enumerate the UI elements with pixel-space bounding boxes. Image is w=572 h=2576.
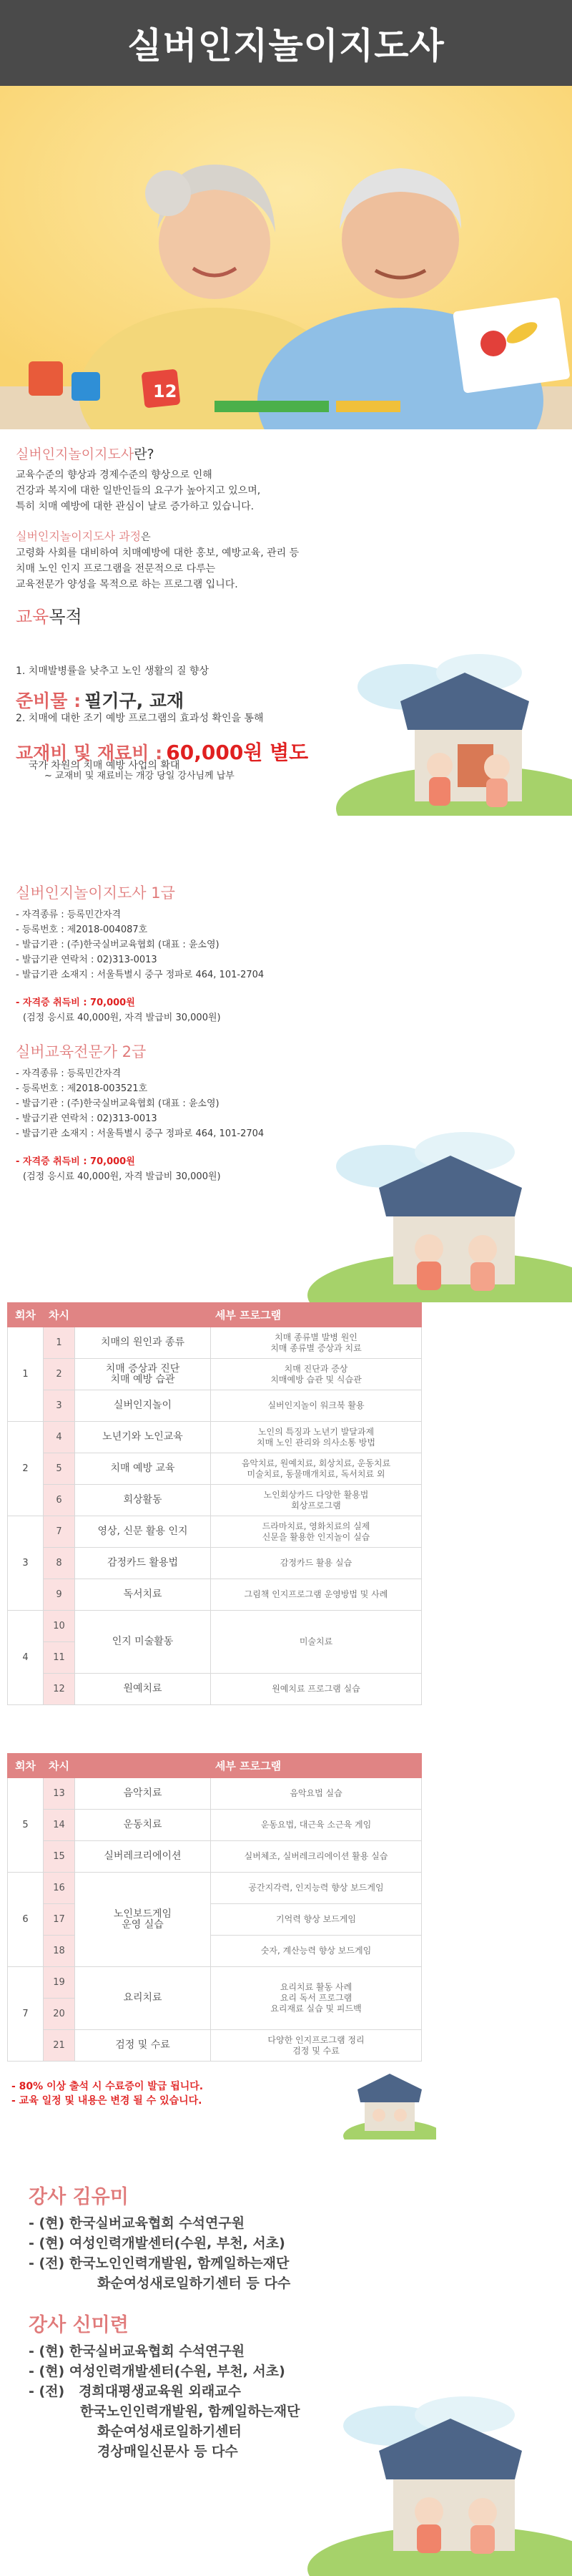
program-cell [75,1548,211,1579]
table-row [8,1485,422,1516]
fee-value: 60,000원 별도 [166,741,309,764]
cert1-title: 실버인지놀이지도사 1급 [16,884,175,902]
intro-line: 고령화 사회를 대비하여 치매예방에 대한 홍보, 예방교육, 관리 등 [16,547,300,559]
cert2-line: - 발급기관 소재지 : 서울특별시 중구 정파로 464, 101-2704 [16,1128,265,1139]
detail-cell [211,2030,422,2062]
program-cell [75,1841,211,1873]
cell-text: 운동치료 [123,1819,162,1830]
detail-cell [211,1810,422,1841]
cert1-section [16,882,445,1025]
table-body [8,1327,422,1705]
elderly-couple-illustration [286,1116,572,1302]
detail-cell [211,1936,422,1967]
fee-label: 교재비 및 재료비 : [16,743,163,763]
cell-text: 치매 종류별 증상과 치료 [270,1342,362,1353]
cell-text: 드라마치료, 영화치료의 실제 [262,1521,370,1531]
program-cell [75,1611,211,1674]
cell-text: 음악치료, 원예치료, 회상치료, 운동치료 [241,1458,391,1468]
cell-text: 치매 진단과 증상 [284,1363,348,1374]
order-cell: 9 [44,1579,75,1611]
header-detail: 세부 프로그램 [75,1754,422,1778]
cell-text: 숫자, 계산능력 향상 보드게임 [260,1946,372,1956]
order-cell: 2 [44,1359,75,1390]
intro-line: 교육전문가 양성을 목적으로 하는 프로그램 입니다. [16,579,238,590]
table-row [8,1967,422,1999]
purpose-title-a: 교육 [16,607,49,627]
program-cell [75,1873,211,1967]
cell-text: 노년기와 노인교육 [102,1431,183,1443]
program-cell [75,2030,211,2062]
cell-text: 다양한 인지프로그램 정리 [267,2034,365,2045]
cell-text: 치매 종류별 발병 원인 [275,1332,358,1342]
hero-image [0,86,572,429]
cell-text: 치매예방 습관 및 식습관 [270,1374,362,1385]
table-row [8,1841,422,1873]
detail-cell [211,1967,422,2030]
session-cell: 2 [8,1422,44,1516]
order-cell: 20 [44,1999,75,2030]
order-cell: 7 [44,1516,75,1548]
session-cell: 4 [8,1611,44,1705]
purpose-item: 1. 치매발병률을 낮추고 노인 생활의 질 향상 [16,665,209,677]
instructor-block [29,2181,429,2293]
table-header-row [8,1754,422,1778]
intro-para-1 [16,467,388,514]
cell-text: 노인의 특징과 노년기 발달과제 [257,1426,375,1437]
detail-cell [211,1422,422,1453]
instructor-career-line: - (전) 한국노인인력개발원, 함께일하는재단 [29,2255,290,2271]
program-cell [75,1359,211,1390]
order-cell: 1 [44,1327,75,1359]
order-cell: 3 [44,1390,75,1422]
cell-text: 회상프로그램 [291,1500,341,1511]
cell-text: 치매 증상과 진단 [105,1362,180,1375]
cert1-line: - 발급기관 연락처 : 02)313-0013 [16,955,157,965]
header-order: 차시 [44,1754,75,1778]
intro-heading [16,444,388,463]
detail-cell [211,1548,422,1579]
order-cell: 6 [44,1485,75,1516]
order-cell: 17 [44,1904,75,1936]
cell-text: 감정카드 활용법 [107,1557,179,1568]
table-body [8,1778,422,2062]
intro-title: 실버인지놀이지도사 [16,447,134,462]
order-cell: 19 [44,1967,75,1999]
materials-value: 필기구, 교재 [84,691,184,711]
instructor-career-line: 화순여성새로일하기센터 등 다수 [97,2275,291,2291]
detail-cell [211,1674,422,1705]
intro-title-suffix: 란? [134,447,154,462]
program-cell [75,1422,211,1453]
course-title: 실버인지놀이지도사 과정 [16,530,142,543]
detail-cell [211,1327,422,1359]
instructor-career-line: - (현) 여성인력개발센터(수원, 부천, 서초) [29,2363,285,2379]
detail-cell [211,1485,422,1516]
program-cell [75,1516,211,1548]
instructor-career-line: - (현) 한국실버교육협회 수석연구원 [29,2343,245,2359]
cert1-price-detail: (검정 응시료 40,000원, 자격 발급비 30,000원) [23,1013,221,1023]
session-cell: 3 [8,1516,44,1611]
note-line: - 80% 이상 출석 시 수료증이 발급 됩니다. [11,2081,204,2092]
cell-text: 치매의 원인과 종류 [100,1337,185,1348]
intro-section [16,444,388,592]
table-row [8,1359,422,1390]
cell-text: 검정 및 수료 [292,2045,340,2056]
page-header [0,0,572,86]
intro-line: 교육수준의 향상과 경제수준의 향상으로 인해 [16,469,212,481]
header-session: 회차 [8,1754,44,1778]
hero-photo [0,86,572,429]
cell-text: 요리치료 활동 사례 [280,1982,352,1992]
table-row [8,1453,422,1485]
cert2-price: - 자격증 취득비 : 70,000원 [16,1156,135,1167]
fee-note: ~ 교재비 및 재료비는 개강 당일 강사님께 납부 [44,771,235,781]
cell-text: 음악요법 실습 [290,1788,342,1798]
cell-text: 검정 및 수료 [115,2039,170,2051]
table-row [8,1936,422,1967]
schedule-table-2 [7,1753,422,2062]
program-cell [75,1579,211,1611]
cell-text: 실버체조, 실버레크리에이션 활용 실습 [244,1851,388,1861]
program-cell [75,1390,211,1422]
cert2-price-detail: (검정 응시료 40,000원, 자격 발급비 30,000원) [23,1171,221,1182]
instructor-career-line: - (현) 한국실버교육협회 수석연구원 [29,2215,245,2231]
cell-text: 회상활동 [123,1494,162,1506]
elderly-couple-illustration [286,2383,572,2576]
table-row [8,1516,422,1548]
program-cell [75,1674,211,1705]
cell-text: 미술치료, 동물매개치료, 독서치료 외 [247,1468,385,1479]
table-row [8,1422,422,1453]
table-row [8,1611,422,1642]
program-cell [75,1327,211,1359]
program-cell [75,1453,211,1485]
session-cell: 5 [8,1778,44,1873]
detail-cell [211,1611,422,1674]
detail-cell [211,1359,422,1390]
cell-text: 인지 미술활동 [112,1636,174,1647]
cell-text: 독서치료 [123,1589,162,1600]
elderly-couple-illustration [315,644,572,816]
program-cell [75,1967,211,2030]
cell-text: 요리치료 [123,1992,162,2004]
order-cell: 14 [44,1810,75,1841]
page-title: 실버인지놀이지도사 [127,25,445,67]
cell-text: 그림책 인지프로그램 운영방법 및 사례 [244,1589,388,1599]
cert2-line: - 자격종류 : 등록민간자격 [16,1068,122,1079]
order-cell: 8 [44,1548,75,1579]
table-row [8,1904,422,1936]
purpose-heading [16,602,388,628]
program-cell [75,1778,211,1810]
table-row [8,1810,422,1841]
cell-text: 실버인지놀이 [113,1400,172,1411]
table-row [8,1327,422,1359]
detail-cell [211,1904,422,1936]
schedule-table-1 [7,1302,422,1705]
cell-text: 원예치료 [123,1683,162,1694]
cert2-title: 실버교육전문가 2급 [16,1043,147,1060]
table-row [8,1548,422,1579]
session-cell: 6 [8,1873,44,1967]
cell-text: 미술치료 [299,1636,333,1646]
purpose-item: 국가 차원의 치매 예방 사업의 확대 [16,760,180,771]
cell-text: 치매 노인 관리와 의사소통 방법 [257,1437,375,1448]
instructor-name: 강사 김유미 [29,2186,129,2208]
number-card-text: 12 [153,381,177,401]
header-order: 차시 [44,1303,75,1327]
program-cell [75,1485,211,1516]
order-cell: 5 [44,1453,75,1485]
cell-text: 요리 독서 프로그램 [280,1993,352,2003]
order-cell: 21 [44,2030,75,2062]
header-detail: 세부 프로그램 [75,1303,422,1327]
instructor-career-line: 한국노인인력개발원, 함께일하는재단 [80,2404,300,2419]
cell-text: 음악치료 [123,1787,162,1799]
cell-text: 치매 예방 교육 [110,1463,175,1474]
cell-text: 실버레크리에이션 [104,1850,182,1862]
cell-text: 공간지각력, 인지능력 향상 보드게임 [248,1883,384,1893]
intro-line: 치매 노인 인지 프로그램을 전문적으로 다루는 [16,563,216,575]
session-cell: 7 [8,1967,44,2062]
cell-text: 운영 실습 [122,1918,164,1931]
cell-text: 노인보드게임 [113,1908,172,1920]
purpose-title-b: 목적 [49,607,82,627]
instructor-career-line: - (현) 여성인력개발센터(수원, 부천, 서초) [29,2235,285,2251]
intro-line: 특히 치매 예방에 대한 관심이 날로 증가하고 있습니다. [16,501,255,512]
table-header-row [8,1303,422,1327]
order-cell: 10 [44,1611,75,1642]
cell-text: 운동요법, 대근육 소근육 게임 [260,1820,372,1830]
cert2-line: - 등록번호 : 제2018-003521호 [16,1083,148,1094]
notes [11,2079,203,2108]
course-title-suffix: 은 [141,532,151,543]
cert1-price: - 자격증 취득비 : 70,000원 [16,997,135,1008]
detail-cell [211,1873,422,1904]
detail-cell [211,1453,422,1485]
cert1-line: - 발급기관 : (주)한국실버교육협회 (대표 : 윤소영) [16,940,220,950]
table-row [8,1873,422,1904]
header-session: 회차 [8,1303,44,1327]
order-cell: 11 [44,1642,75,1674]
cert2-line: - 발급기관 : (주)한국실버교육협회 (대표 : 윤소영) [16,1098,220,1109]
order-cell: 13 [44,1778,75,1810]
detail-cell [211,1390,422,1422]
cell-text: 기억력 향상 보드게임 [276,1914,356,1924]
table-row [8,1778,422,1810]
detail-cell [211,1841,422,1873]
table-row [8,1579,422,1611]
table-row [8,1674,422,1705]
instructor-name: 강사 신미련 [29,2314,129,2336]
materials-label: 준비물 : [16,691,82,711]
cert1-line: - 자격종류 : 등록민간자격 [16,909,122,920]
table-row [8,1390,422,1422]
order-cell: 4 [44,1422,75,1453]
cert2-line: - 발급기관 연락처 : 02)313-0013 [16,1113,157,1124]
program-cell [75,1810,211,1841]
cell-text: 치매 예방 습관 [110,1373,175,1385]
cell-text: 원예치료 프로그램 실습 [272,1684,360,1694]
cell-text: 영상, 신문 활용 인지 [97,1526,188,1537]
detail-cell [211,1516,422,1548]
cert1-line: - 발급기관 소재지 : 서울특별시 중구 정파로 464, 101-2704 [16,970,265,980]
order-cell: 18 [44,1936,75,1967]
course-heading [16,529,388,545]
detail-cell [211,1778,422,1810]
cell-text: 노인회상카드 다양한 활용법 [263,1489,369,1500]
table-row [8,2030,422,2062]
detail-cell [211,1579,422,1611]
order-cell: 12 [44,1674,75,1705]
note-line: - 교육 일정 및 내용은 변경 될 수 있습니다. [11,2095,202,2107]
intro-para-2 [16,545,388,592]
cert1-line: - 등록번호 : 제2018-004087호 [16,924,148,935]
cell-text: 실버인지놀이 워크북 활용 [267,1400,365,1410]
instructor-career-line: - (전) 경희대평생교육원 외래교수 [29,2384,241,2399]
purpose-item: 2. 치매에 대한 조기 예방 프로그램의 효과성 확인을 통해 [16,713,264,724]
session-cell: 1 [8,1327,44,1422]
cell-text: 감정카드 활용 실습 [280,1558,352,1568]
cell-text: 요리재료 실습 및 피드백 [270,2004,362,2014]
instructor-career-line: 화순여성새로일하기센터 [97,2424,242,2439]
elderly-couple-illustration [343,2061,436,2140]
cell-text: 신문을 활용한 인지놀이 실습 [262,1531,370,1542]
intro-line: 건강과 복지에 대한 일반인들의 요구가 높아지고 있으며, [16,485,261,497]
instructor-career-line: 경상매일신문사 등 다수 [97,2444,238,2459]
order-cell: 16 [44,1873,75,1904]
order-cell: 15 [44,1841,75,1873]
